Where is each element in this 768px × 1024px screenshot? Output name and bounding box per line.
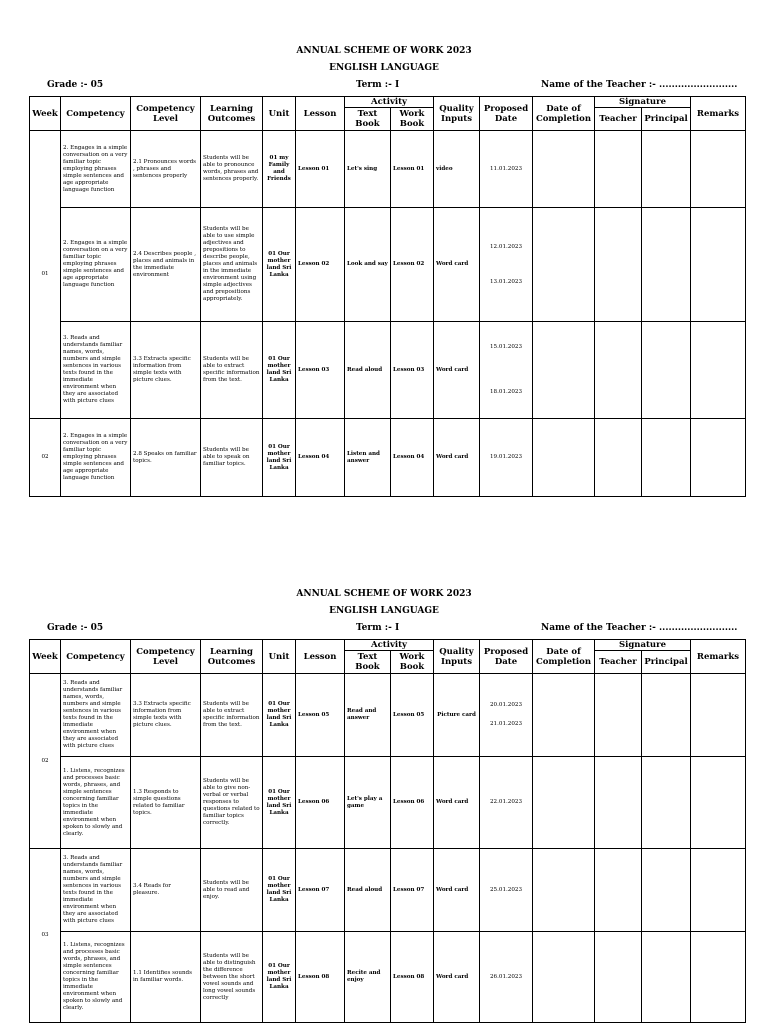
work-book-cell: Lesson 04 [391,419,434,497]
competency-level-cell: 3.4 Reads for pleasure. [131,849,201,932]
proposed-date-cell [480,322,533,419]
header-teacher: Teacher [595,651,642,674]
remarks-cell [691,208,746,322]
competency-level-cell: 2.1 Pronounces words , phrases and sentences properly [131,131,201,208]
date-completion-cell [533,932,595,1023]
learning-outcome-cell: Students will be able to distinguish the difference between the short vowel sounds and long vowel sounds correctly [201,932,263,1023]
date-completion-cell [533,208,595,322]
header-activity: Activity [345,640,434,651]
unit-cell: 01 Our mother land Sri Lanka [263,674,296,757]
header-date-completion: Date of Completion [533,97,595,131]
header-quality-inputs: Quality Inputs [434,97,480,131]
subject-title: ENGLISH LANGUAGE [329,63,439,73]
date-completion-cell [533,757,595,849]
proposed-date: 19.01.2023 [489,454,523,460]
header-date-completion: Date of Completion [533,640,595,674]
text-book-cell: Let's play a game [345,757,391,849]
lesson-cell: Lesson 07 [296,849,345,932]
teacher-signature-cell[interactable] [595,322,642,419]
quality-inputs-cell: Word card [434,932,480,1023]
quality-inputs-cell: Picture card [434,674,480,757]
table-row [30,208,746,322]
competency-cell: 3. Reads and understands familiar names, words, numbers and simple sentences in various texts found in the immediate environment when they are associated with picture clues [61,322,131,419]
principal-signature-cell[interactable] [642,322,691,419]
header-lesson: Lesson [296,97,345,131]
header-text-book: Text Book [345,108,391,131]
proposed-date-cell [480,932,533,1023]
subject-title: ENGLISH LANGUAGE [329,606,439,616]
scheme-table [29,96,746,497]
header-unit: Unit [263,640,296,674]
header-competency: Competency [61,97,131,131]
date-completion-cell [533,131,595,208]
unit-cell: 01 Our mother land Sri Lanka [263,757,296,849]
header-unit: Unit [263,97,296,131]
teacher-signature-cell[interactable] [595,208,642,322]
competency-cell: 2. Engages in a simple conversation on a very familiar topic employing phrases simple sentences and age appropriate language function [61,208,131,322]
proposed-date-cell [480,131,533,208]
principal-signature-cell[interactable] [642,419,691,497]
header-principal: Principal [642,108,691,131]
header-work-book: Work Book [391,651,434,674]
grade-label: Grade :- 05 [47,80,104,90]
header-competency-level: Competency Level [131,640,201,674]
lesson-cell: Lesson 01 [296,131,345,208]
table-row [30,757,746,849]
teacher-signature-cell[interactable] [595,131,642,208]
teacher-signature-cell[interactable] [595,757,642,849]
text-book-cell: Listen and answer [345,419,391,497]
learning-outcome-cell: Students will be able to speak on familiar topics. [201,419,263,497]
remarks-cell [691,849,746,932]
proposed-date: 26.01.2023 [489,973,523,980]
proposed-date-cell [480,757,533,849]
proposed-date: 12.01.2023 [489,243,523,250]
competency-cell: 2. Engages in a simple conversation on a very familiar topic employing phrases simple sentences and age appropriate language function [61,131,131,208]
proposed-date: 20.01.2023 [489,702,523,708]
header-signature: Signature [595,97,691,108]
quality-inputs-cell: Word card [434,757,480,849]
unit-cell: 01 Our mother land Sri Lanka [263,208,296,322]
header-learning-outcomes: Learning Outcomes [201,640,263,674]
table-row [30,419,746,497]
teacher-signature-cell[interactable] [595,849,642,932]
remarks-cell [691,322,746,419]
remarks-cell [691,131,746,208]
header-signature: Signature [595,640,691,651]
week-cell: 02 [30,419,61,497]
text-book-cell: Read aloud [345,849,391,932]
term-label: Term :- I [356,80,400,90]
header-lesson: Lesson [296,640,345,674]
learning-outcome-cell: Students will be able to extract specific information from the text. [201,322,263,419]
grade-label: Grade :- 05 [47,623,104,633]
work-book-cell: Lesson 02 [391,208,434,322]
work-book-cell: Lesson 06 [391,757,434,849]
lesson-cell: Lesson 08 [296,932,345,1023]
date-completion-cell [533,674,595,757]
text-book-cell: Read and answer [345,674,391,757]
unit-cell: 01 Our mother land Sri Lanka [263,419,296,497]
competency-level-cell: 1.1 Identifies sounds in familiar words. [131,932,201,1023]
header-remarks: Remarks [691,97,746,131]
teacher-name-label: Name of the Teacher :- ......................... [541,623,738,633]
competency-cell: 3. Reads and understands familiar names, words, numbers and simple sentences in various texts found in the immediate environment when they are associated with picture clues [61,849,131,932]
competency-cell: 3. Reads and understands familiar names, words, numbers and simple sentences in various texts found in the immediate environment when they are associated with picture clues [61,674,131,757]
week-cell: 02 [30,674,61,849]
principal-signature-cell[interactable] [642,131,691,208]
work-book-cell: Lesson 05 [391,674,434,757]
work-book-cell: Lesson 07 [391,849,434,932]
proposed-date: 22.01.2023 [489,799,523,805]
quality-inputs-cell: video [434,131,480,208]
quality-inputs-cell: Word card [434,419,480,497]
unit-cell: 01 Our mother land Sri Lanka [263,932,296,1023]
principal-signature-cell[interactable] [642,932,691,1023]
header-week: Week [30,640,61,674]
table-row [30,849,746,932]
header-proposed-date: Proposed Date [480,97,533,131]
competency-level-cell: 2.4 Describes people , places and animals in the immediate environment [131,208,201,322]
date-completion-cell [533,419,595,497]
competency-level-cell: 1.3 Responds to simple questions related to familiar topics. [131,757,201,849]
remarks-cell [691,932,746,1023]
scheme-table [29,639,746,1023]
unit-cell: 01 Our mother land Sri Lanka [263,322,296,419]
quality-inputs-cell: Word card [434,849,480,932]
lesson-cell: Lesson 05 [296,674,345,757]
remarks-cell [691,674,746,757]
document-title: ANNUAL SCHEME OF WORK 2023 [296,46,472,56]
date-completion-cell [533,849,595,932]
proposed-date-second: 21.01.2023 [489,721,523,727]
work-book-cell: Lesson 08 [391,932,434,1023]
proposed-date-second: 13.01.2023 [489,278,523,285]
header-week: Week [30,97,61,131]
teacher-signature-cell[interactable] [595,419,642,497]
learning-outcome-cell: Students will be able to use simple adjectives and prepositions to describe people, places and animals in the immediate environment using simple adjectives and prepositions appropriately. [201,208,263,322]
header-work-book: Work Book [391,108,434,131]
remarks-cell [691,757,746,849]
header-learning-outcomes: Learning Outcomes [201,97,263,131]
remarks-cell [691,419,746,497]
text-book-cell: Read aloud [345,322,391,419]
header-competency: Competency [61,640,131,674]
week-cell: 03 [30,849,61,1023]
learning-outcome-cell: Students will be able to extract specific information from the text. [201,674,263,757]
principal-signature-cell[interactable] [642,849,691,932]
principal-signature-cell[interactable] [642,757,691,849]
proposed-date-cell [480,419,533,497]
work-book-cell: Lesson 01 [391,131,434,208]
competency-level-cell: 3.3 Extracts specific information from simple texts with picture clues. [131,322,201,419]
teacher-name-label: Name of the Teacher :- ......................... [541,80,738,90]
week-cell: 01 [30,131,61,419]
learning-outcome-cell: Students will be able to pronounce words, phrases and sentences properly. [201,131,263,208]
unit-cell: 01 my Family and Friends [263,131,296,208]
header-remarks: Remarks [691,640,746,674]
header-competency-level: Competency Level [131,97,201,131]
proposed-date-second: 18.01.2023 [489,389,523,395]
table-row [30,131,746,208]
quality-inputs-cell: Word card [434,208,480,322]
competency-cell: 1. Listens, recognizes and processes basic words, phrases, and simple sentences concerning familiar topics in the immediate environment when spoken to slowly and clearly. [61,932,131,1023]
date-completion-cell [533,322,595,419]
teacher-signature-cell[interactable] [595,932,642,1023]
table-row [30,932,746,1023]
quality-inputs-cell: Word card [434,322,480,419]
header-principal: Principal [642,651,691,674]
teacher-signature-cell[interactable] [595,674,642,757]
lesson-cell: Lesson 04 [296,419,345,497]
proposed-date-cell [480,849,533,932]
lesson-cell: Lesson 02 [296,208,345,322]
text-book-cell: Look and say [345,208,391,322]
header-quality-inputs: Quality Inputs [434,640,480,674]
term-label: Term :- I [356,623,400,633]
unit-cell: 01 Our mother land Sri Lanka [263,849,296,932]
competency-level-cell: 3.3 Extracts specific information from simple texts with picture clues. [131,674,201,757]
competency-level-cell: 2.8 Speaks on familiar topics. [131,419,201,497]
header-teacher: Teacher [595,108,642,131]
table-row [30,674,746,757]
lesson-cell: Lesson 03 [296,322,345,419]
header-activity: Activity [345,97,434,108]
proposed-date-cell [480,674,533,757]
principal-signature-cell[interactable] [642,208,691,322]
learning-outcome-cell: Students will be able to give non-verbal or verbal responses to questions related to familiar topics correctly. [201,757,263,849]
learning-outcome-cell: Students will be able to read and enjoy. [201,849,263,932]
lesson-cell: Lesson 06 [296,757,345,849]
document-title: ANNUAL SCHEME OF WORK 2023 [296,589,472,599]
competency-cell: 2. Engages in a simple conversation on a very familiar topic employing phrases simple sentences and age appropriate language function [61,419,131,497]
competency-cell: 1. Listens, recognizes and processes basic words, phrases, and simple sentences concerning familiar topics in the immediate environment when spoken to slowly and clearly. [61,757,131,849]
proposed-date: 11.01.2023 [489,165,523,172]
work-book-cell: Lesson 03 [391,322,434,419]
proposed-date-cell [480,208,533,322]
text-book-cell: Let's sing [345,131,391,208]
principal-signature-cell[interactable] [642,674,691,757]
text-book-cell: Recite and enjoy [345,932,391,1023]
header-proposed-date: Proposed Date [480,640,533,674]
table-row [30,322,746,419]
proposed-date: 25.01.2023 [489,886,523,893]
header-text-book: Text Book [345,651,391,674]
proposed-date: 15.01.2023 [489,344,523,350]
